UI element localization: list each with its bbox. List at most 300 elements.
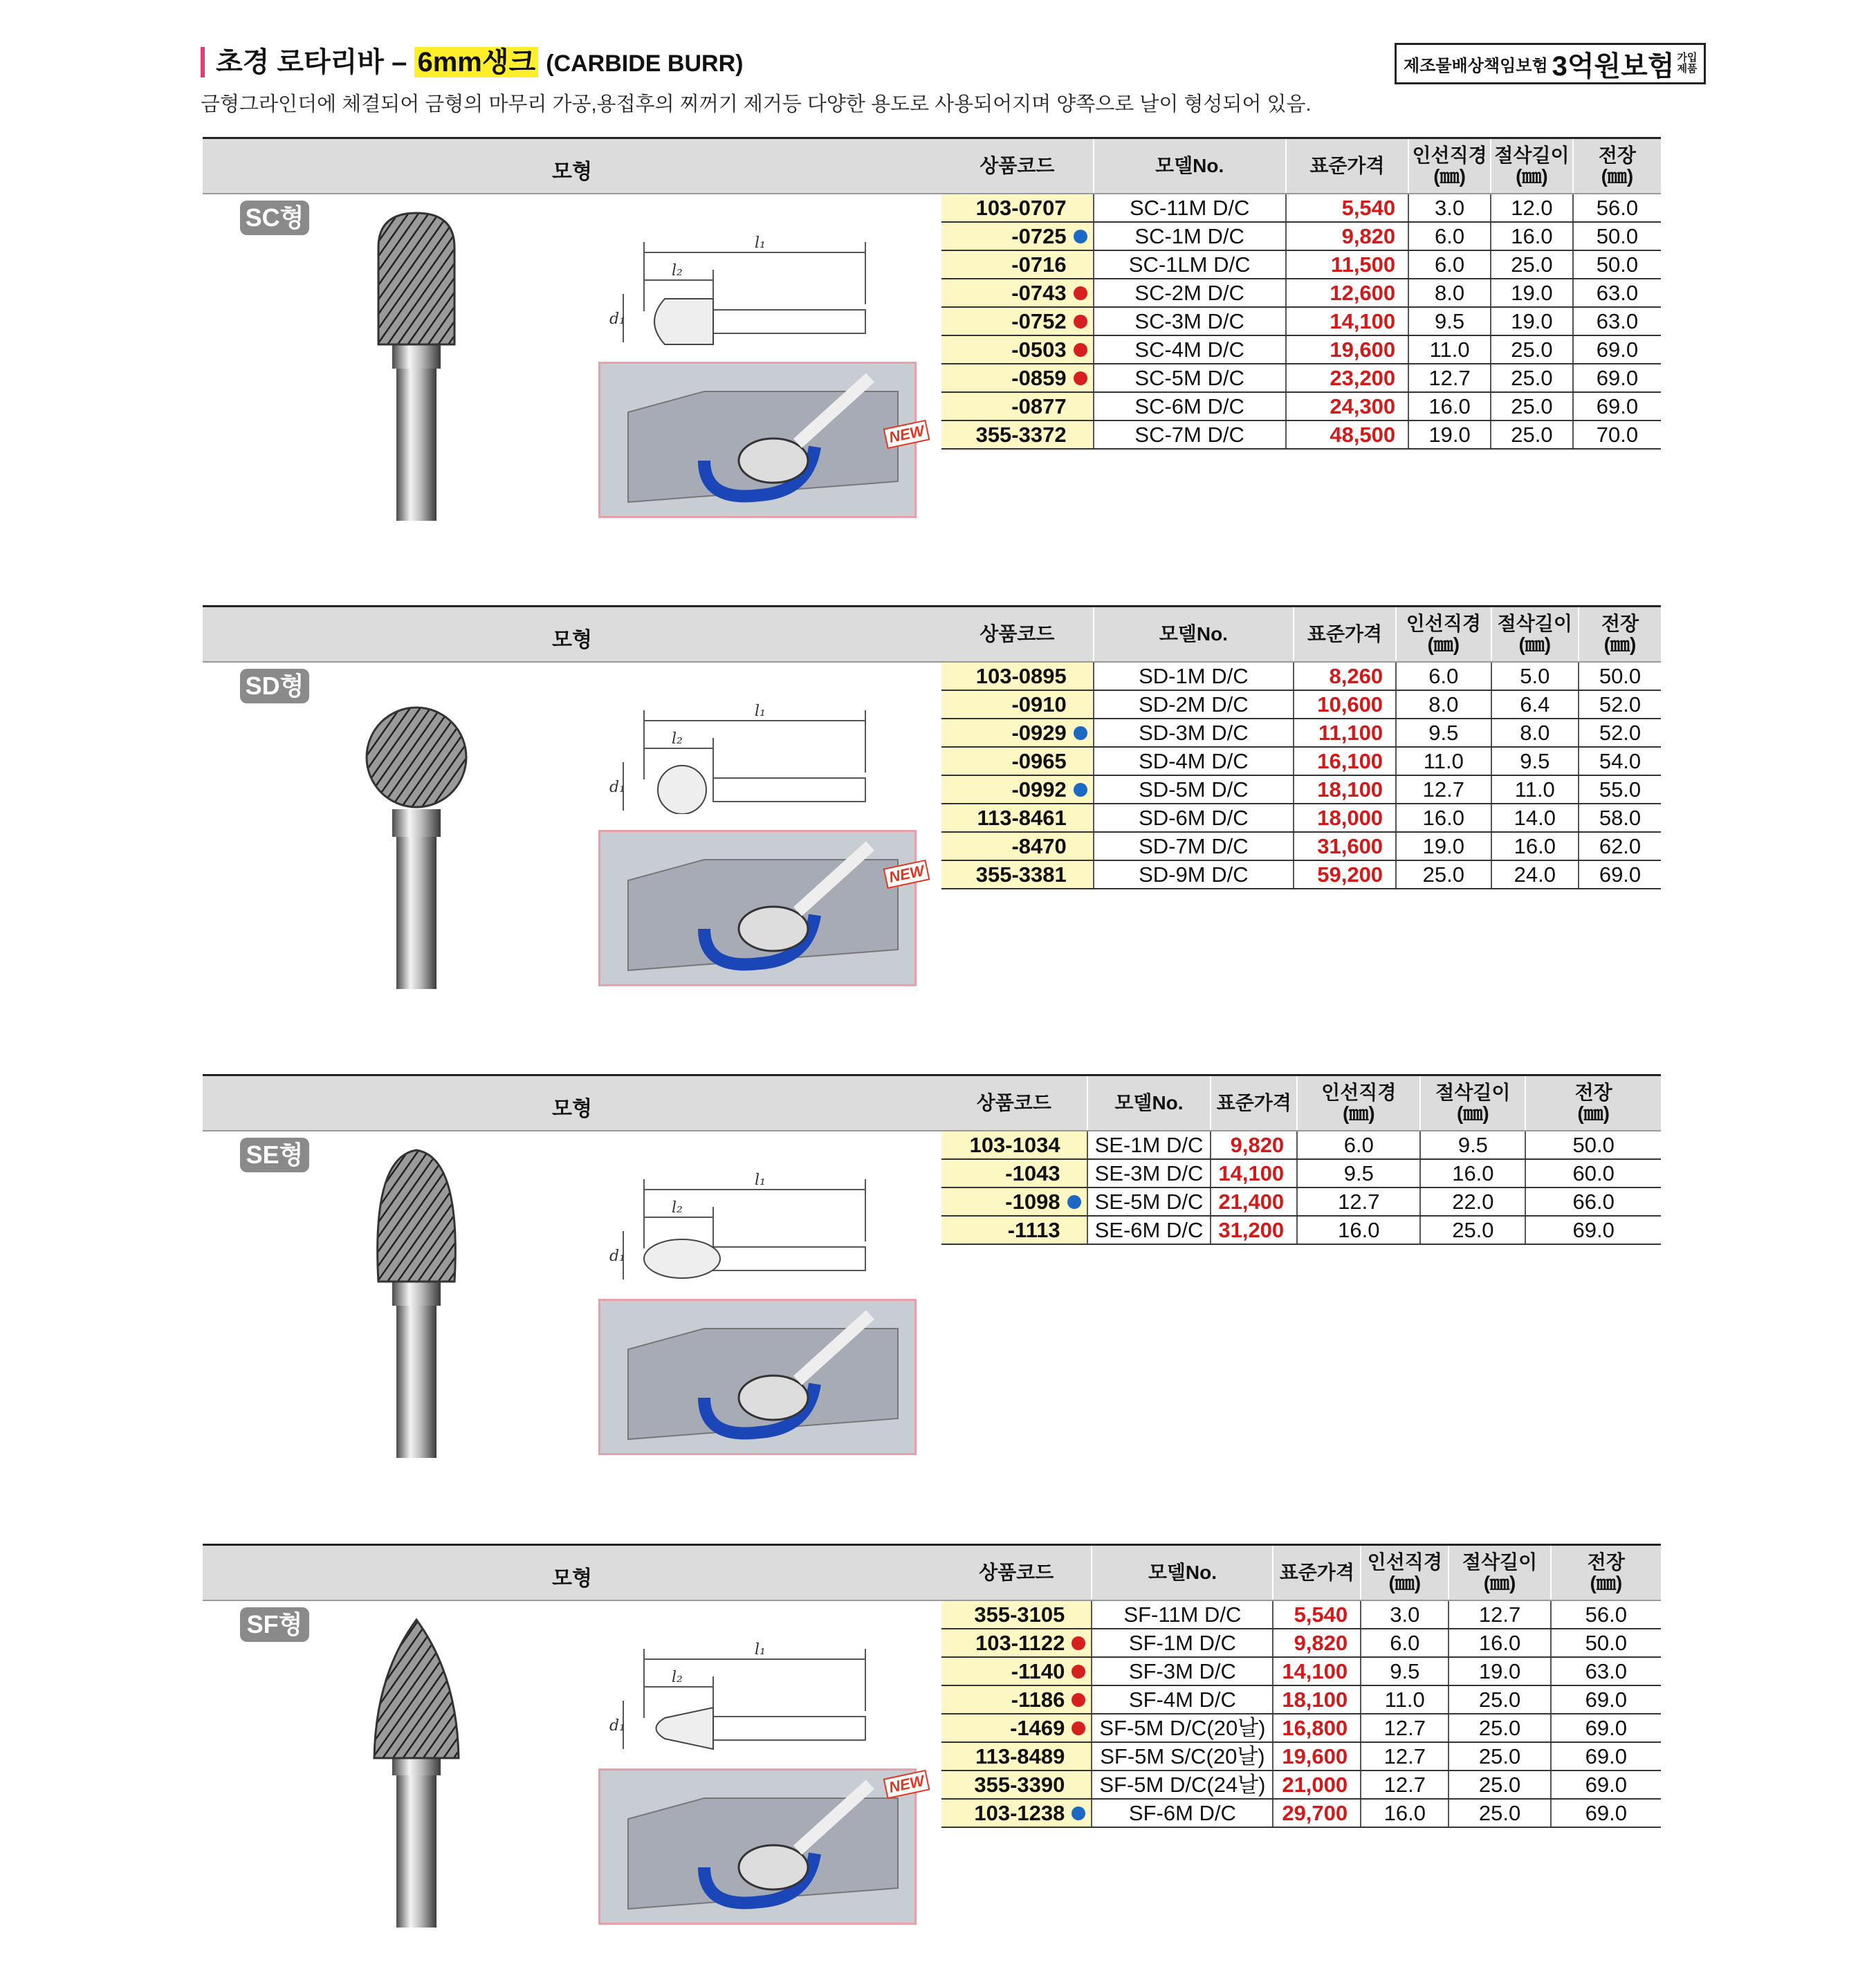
cutting-diameter [1396, 860, 1491, 889]
cutting-length [1420, 1216, 1525, 1244]
cutting-diameter-text: 19.0 [1428, 422, 1471, 447]
title-accent-bar [201, 47, 205, 77]
model-no [1094, 690, 1294, 719]
standard-price [1211, 1159, 1297, 1187]
col-diameter [1361, 1545, 1449, 1601]
cutting-length-text: 14.0 [1514, 805, 1556, 830]
cutting-diameter [1361, 1685, 1449, 1714]
col-cut-length [1449, 1545, 1550, 1601]
cutting-length-text: 16.0 [1452, 1161, 1494, 1185]
model-no-text: SC-7M D/C [1134, 422, 1244, 447]
col-total-length [1573, 138, 1661, 194]
product-row [941, 1714, 1661, 1742]
cutting-length-text: 25.0 [1511, 252, 1553, 277]
cutting-length-text: 9.5 [1457, 1132, 1488, 1157]
total-length [1579, 804, 1661, 832]
standard-price-text: 19,600 [1330, 337, 1396, 362]
l2-label: l₂ [672, 262, 683, 279]
cutting-diameter [1396, 832, 1491, 860]
product-row [941, 775, 1661, 804]
standard-price-text: 31,200 [1218, 1217, 1285, 1242]
col-cut-length-label: 절삭길이 [1435, 1082, 1511, 1103]
standard-price [1294, 832, 1396, 860]
cutting-length-text: 12.7 [1478, 1602, 1521, 1627]
product-row [941, 1771, 1661, 1799]
standard-price-text: 21,000 [1282, 1772, 1348, 1797]
col-total-length-unit: (㎜) [1577, 1102, 1610, 1124]
new-badge: NEW [883, 1770, 930, 1800]
shape-header [203, 1544, 941, 1601]
d1-label: d₁ [609, 311, 625, 328]
model-no [1094, 307, 1286, 335]
cutting-length [1491, 194, 1573, 222]
cutting-length-text: 25.0 [1511, 394, 1553, 418]
cutting-diameter [1408, 420, 1491, 449]
col-cut-length [1420, 1075, 1525, 1131]
product-code-text: -1469 [1010, 1715, 1065, 1740]
title-highlight: 6mm생크 [414, 47, 538, 77]
product-code [941, 662, 1094, 690]
usage-illustration [598, 1768, 917, 1925]
standard-price-text: 8,260 [1329, 663, 1383, 688]
cutting-diameter [1361, 1600, 1449, 1629]
total-length [1579, 832, 1661, 860]
cutting-diameter-text: 12.7 [1428, 365, 1471, 390]
col-diameter-label: 인선직경 [1321, 1082, 1397, 1103]
product-code [941, 1742, 1092, 1771]
col-total-length-label: 전장 [1587, 1551, 1625, 1573]
total-length [1525, 1131, 1661, 1159]
product-code-text: -1140 [1011, 1658, 1065, 1683]
cutting-length [1420, 1159, 1525, 1187]
model-no-text: SF-11M D/C [1123, 1602, 1242, 1627]
col-total-length-label: 전장 [1601, 613, 1639, 634]
page-title [216, 43, 743, 83]
total-length-text: 52.0 [1599, 692, 1642, 717]
standard-price-text: 14,100 [1218, 1161, 1285, 1185]
model-no-text: SD-6M D/C [1139, 805, 1249, 830]
product-row [941, 1131, 1661, 1159]
burr-in-use [739, 1845, 808, 1889]
spec-table [941, 1074, 1661, 1245]
standard-price [1273, 1714, 1361, 1742]
diagram-shank [713, 1247, 865, 1270]
cutting-length [1449, 1600, 1550, 1629]
model-no [1092, 1657, 1273, 1685]
total-length [1525, 1216, 1661, 1244]
model-no [1092, 1771, 1273, 1799]
total-length [1579, 860, 1661, 889]
total-length-text: 69.0 [1585, 1800, 1627, 1825]
cutting-diameter-text: 6.0 [1343, 1132, 1374, 1157]
standard-price-text: 5,540 [1341, 195, 1396, 220]
col-diameter-label: 인선직경 [1412, 145, 1487, 166]
total-length [1551, 1657, 1661, 1685]
red-dot-icon [1072, 1721, 1085, 1735]
cutting-diameter [1408, 250, 1491, 279]
product-code-text: -1113 [1007, 1217, 1060, 1242]
product-code-text: -0752 [1011, 308, 1067, 333]
cutting-diameter-text: 6.0 [1390, 1630, 1420, 1655]
cutting-length [1491, 279, 1573, 307]
standard-price-text: 11,100 [1318, 720, 1383, 745]
total-length [1573, 392, 1661, 420]
cutting-length [1491, 719, 1579, 747]
total-length-text: 50.0 [1572, 1132, 1615, 1157]
cutting-diameter-text: 12.7 [1338, 1189, 1380, 1214]
cutting-length [1491, 775, 1579, 804]
total-length [1551, 1742, 1661, 1771]
burr-tool-image [362, 1613, 472, 1931]
total-length [1573, 364, 1661, 392]
product-code [941, 222, 1094, 250]
model-no [1092, 1685, 1273, 1714]
col-diameter-label: 인선직경 [1406, 613, 1481, 634]
model-no-text: SC-1LM D/C [1128, 252, 1251, 277]
model-no-text: SE-6M D/C [1094, 1217, 1204, 1242]
col-total-length [1579, 607, 1661, 663]
model-no-text: SC-3M D/C [1134, 308, 1244, 333]
total-length [1573, 250, 1661, 279]
col-model: 모델No. [1094, 607, 1294, 663]
product-code-text: -0725 [1011, 223, 1067, 248]
standard-price-text: 9,820 [1230, 1132, 1285, 1157]
standard-price-text: 16,100 [1317, 748, 1383, 773]
product-code-text: 103-1034 [969, 1132, 1060, 1157]
total-length-text: 70.0 [1596, 422, 1639, 447]
model-no [1094, 420, 1286, 449]
dimension-diagram [609, 696, 886, 814]
product-code-text: -0503 [1011, 337, 1067, 362]
cutting-length [1449, 1685, 1550, 1714]
col-code: 상품코드 [941, 138, 1094, 194]
model-no [1094, 662, 1294, 690]
l1-label: l₁ [755, 703, 766, 720]
model-no-text: SF-3M D/C [1128, 1658, 1236, 1683]
standard-price-text: 14,100 [1330, 308, 1396, 333]
total-length [1573, 335, 1661, 364]
insurance-big: 3억원보험 [1552, 50, 1675, 82]
model-no-text: SC-4M D/C [1134, 337, 1244, 362]
product-row [941, 860, 1661, 889]
total-length-text: 50.0 [1585, 1630, 1627, 1655]
model-no-text: SD-4M D/C [1139, 748, 1249, 773]
model-no-text: SD-3M D/C [1139, 720, 1249, 745]
col-cut-length-unit: (㎜) [1457, 1102, 1489, 1124]
product-code-text: -0910 [1011, 692, 1067, 717]
total-length-text: 56.0 [1596, 195, 1639, 220]
title-main: 초경 로타리바 [216, 47, 384, 77]
product-code-text: -0929 [1011, 720, 1067, 745]
standard-price [1294, 719, 1396, 747]
l1-label: l₁ [755, 234, 766, 252]
diagram-head [656, 1708, 714, 1749]
col-total-length-unit: (㎜) [1603, 634, 1637, 655]
cutting-length [1449, 1657, 1550, 1685]
blue-dot-icon [1074, 726, 1087, 740]
col-cut-length [1491, 138, 1573, 194]
model-no-text: SF-1M D/C [1128, 1630, 1236, 1655]
product-code-text: -0992 [1011, 777, 1067, 802]
standard-price-text: 16,800 [1282, 1715, 1348, 1740]
d1-label: d₁ [609, 1248, 625, 1265]
product-code-text: 355-3372 [975, 422, 1067, 447]
product-code [941, 1629, 1092, 1657]
col-price: 표준가격 [1273, 1545, 1361, 1601]
model-no-text: SD-1M D/C [1139, 663, 1249, 688]
standard-price [1286, 279, 1408, 307]
cutting-diameter-text: 12.7 [1383, 1772, 1426, 1797]
spec-header-row [941, 1545, 1661, 1601]
diagram-shank [713, 1717, 865, 1740]
burr-in-use [739, 1376, 808, 1420]
product-row [941, 1657, 1661, 1685]
product-code-text: -0859 [1011, 365, 1067, 390]
product-row [941, 1629, 1661, 1657]
type-badge: SF형 [240, 1607, 309, 1642]
model-no [1094, 194, 1286, 222]
product-code [941, 1685, 1092, 1714]
shape-header [203, 1074, 941, 1131]
cutting-length [1449, 1629, 1550, 1657]
total-length [1573, 194, 1661, 222]
col-price: 표준가격 [1294, 607, 1396, 663]
product-code [941, 690, 1094, 719]
spec-table [887, 1544, 1661, 1828]
new-badge: NEW [883, 420, 930, 450]
cutting-diameter [1361, 1771, 1449, 1799]
model-no [1092, 1600, 1273, 1629]
insurance-tag [1677, 53, 1697, 75]
cutting-diameter [1297, 1159, 1420, 1187]
product-row [941, 1685, 1661, 1714]
col-cut-length [1491, 607, 1579, 663]
model-no [1094, 860, 1294, 889]
shape-header [203, 605, 941, 663]
model-no-text: SD-9M D/C [1139, 862, 1249, 887]
product-code [941, 1600, 1092, 1629]
total-length-text: 60.0 [1572, 1161, 1615, 1185]
col-diameter [1396, 607, 1491, 663]
standard-price-text: 9,820 [1294, 1630, 1348, 1655]
product-code-text: 103-0895 [975, 663, 1067, 688]
model-no [1094, 364, 1286, 392]
product-code-text: -1098 [1005, 1189, 1060, 1214]
cutting-diameter-text: 6.0 [1428, 663, 1459, 688]
product-code-text: -1043 [1005, 1161, 1060, 1185]
burr-head [378, 1150, 456, 1282]
standard-price [1286, 420, 1408, 449]
col-code: 상품코드 [941, 1545, 1092, 1601]
model-no-text: SE-5M D/C [1094, 1189, 1204, 1214]
dimension-diagram [609, 1635, 886, 1753]
cutting-length [1491, 690, 1579, 719]
total-length-text: 54.0 [1599, 748, 1642, 773]
standard-price-text: 24,300 [1330, 394, 1396, 418]
standard-price-text: 9,820 [1341, 223, 1396, 248]
model-no-text: SF-5M S/C(20날) [1100, 1744, 1265, 1768]
product-code [941, 747, 1094, 775]
cutting-diameter-text: 16.0 [1422, 805, 1464, 830]
col-price: 표준가격 [1286, 138, 1408, 194]
product-code-text: -0877 [1011, 394, 1067, 418]
insurance-small: 제조물배상책임보험 [1404, 56, 1548, 75]
col-diameter-label: 인선직경 [1367, 1551, 1442, 1573]
product-code [941, 1714, 1092, 1742]
cutting-diameter-text: 8.0 [1428, 692, 1459, 717]
standard-price [1294, 775, 1396, 804]
cutting-diameter-text: 12.7 [1422, 777, 1464, 802]
standard-price-text: 11,500 [1331, 252, 1396, 277]
d1-label: d₁ [609, 779, 625, 796]
total-length [1573, 222, 1661, 250]
cutting-length [1491, 662, 1579, 690]
product-row [941, 307, 1661, 335]
col-total-length [1551, 1545, 1661, 1601]
cutting-diameter [1361, 1799, 1449, 1827]
standard-price-text: 21,400 [1218, 1189, 1285, 1214]
product-code [941, 1159, 1087, 1187]
cutting-diameter [1361, 1714, 1449, 1742]
l2-label: l₂ [672, 1199, 683, 1217]
standard-price-text: 31,600 [1317, 833, 1383, 858]
cutting-length-text: 25.0 [1478, 1715, 1521, 1740]
cutting-length-text: 24.0 [1514, 862, 1556, 887]
cutting-length-text: 8.0 [1520, 720, 1550, 745]
standard-price [1294, 662, 1396, 690]
total-length-text: 69.0 [1596, 337, 1639, 362]
standard-price [1273, 1771, 1361, 1799]
standard-price [1286, 364, 1408, 392]
red-dot-icon [1074, 371, 1087, 385]
total-length [1551, 1685, 1661, 1714]
title-dash: – [392, 47, 407, 77]
product-code [941, 719, 1094, 747]
product-code [941, 832, 1094, 860]
product-code [941, 804, 1094, 832]
neck [392, 809, 441, 837]
total-length [1579, 662, 1661, 690]
cutting-diameter-text: 19.0 [1422, 833, 1464, 858]
cutting-diameter [1408, 335, 1491, 364]
standard-price-text: 48,500 [1330, 422, 1396, 447]
product-row [941, 364, 1661, 392]
insurance-tag-1: 가입 [1677, 52, 1698, 64]
model-no [1094, 832, 1294, 860]
model-no [1094, 804, 1294, 832]
product-row [941, 690, 1661, 719]
standard-price-text: 5,540 [1294, 1602, 1348, 1627]
spec-header-row [941, 607, 1661, 663]
cutting-length-text: 25.0 [1478, 1772, 1521, 1797]
burr-head [374, 1620, 459, 1758]
model-no-text: SF-5M D/C(24날) [1099, 1772, 1266, 1797]
model-no [1087, 1159, 1211, 1187]
model-no-text: SD-5M D/C [1139, 777, 1249, 802]
product-code [941, 364, 1094, 392]
cutting-diameter [1396, 775, 1491, 804]
burr-head [378, 213, 454, 344]
shape-header-label: 모형 [552, 1567, 592, 1590]
cutting-diameter-text: 25.0 [1422, 862, 1464, 887]
product-code-text: 103-1122 [975, 1630, 1065, 1655]
total-length [1573, 420, 1661, 449]
product-row [941, 222, 1661, 250]
cutting-length [1491, 222, 1573, 250]
blue-dot-icon [1074, 783, 1087, 797]
shape-header-label: 모형 [552, 1098, 592, 1120]
total-length [1551, 1799, 1661, 1827]
diagram-head [654, 299, 713, 344]
standard-price-text: 19,600 [1282, 1744, 1348, 1768]
dimension-diagram [609, 1165, 886, 1283]
col-diameter-unit: (㎜) [1342, 1102, 1375, 1124]
col-model: 모델No. [1092, 1545, 1273, 1601]
cutting-diameter-text: 16.0 [1428, 394, 1471, 418]
diagram-shank [713, 778, 865, 802]
col-cut-length-unit: (㎜) [1518, 634, 1552, 655]
red-dot-icon [1074, 315, 1087, 329]
standard-price-text: 14,100 [1282, 1658, 1348, 1683]
cutting-diameter [1361, 1742, 1449, 1771]
col-cut-length-label: 절삭길이 [1494, 145, 1570, 166]
total-length [1551, 1771, 1661, 1799]
product-row [941, 335, 1661, 364]
title-sub: (CARBIDE BURR) [546, 50, 744, 77]
product-code [941, 194, 1094, 222]
product-code [941, 1657, 1092, 1685]
total-length-text: 56.0 [1585, 1602, 1627, 1627]
model-no-text: SC-11M D/C [1129, 195, 1250, 220]
col-total-length-unit: (㎜) [1590, 1572, 1623, 1593]
total-length-text: 62.0 [1599, 833, 1642, 858]
col-total-length-unit: (㎜) [1601, 165, 1634, 187]
cutting-length-text: 16.0 [1511, 223, 1553, 248]
cutting-diameter [1408, 222, 1491, 250]
cutting-length-text: 16.0 [1514, 833, 1556, 858]
col-diameter [1408, 138, 1491, 194]
model-no-text: SC-6M D/C [1134, 394, 1244, 418]
blue-dot-icon [1067, 1195, 1081, 1209]
total-length-text: 58.0 [1599, 805, 1642, 830]
standard-price [1286, 335, 1408, 364]
cutting-length [1449, 1799, 1550, 1827]
cutting-length [1491, 832, 1579, 860]
cutting-diameter-text: 9.5 [1390, 1658, 1420, 1683]
col-total-length-label: 전장 [1598, 145, 1636, 166]
spec-table [887, 605, 1661, 889]
model-no-text: SE-1M D/C [1094, 1132, 1204, 1157]
spec-header-row [941, 138, 1661, 194]
standard-price-text: 59,200 [1317, 862, 1383, 887]
product-row [941, 1159, 1661, 1187]
cutting-diameter-text: 3.0 [1435, 195, 1465, 220]
product-code [941, 307, 1094, 335]
usage-illustration [598, 1299, 917, 1455]
col-cut-length-label: 절삭길이 [1462, 1551, 1538, 1573]
cutting-length-text: 25.0 [1478, 1800, 1521, 1825]
product-code [887, 860, 1094, 889]
product-code-text: -1186 [1011, 1687, 1065, 1712]
cutting-diameter [1361, 1657, 1449, 1685]
standard-price [1286, 194, 1408, 222]
model-no [1092, 1629, 1273, 1657]
product-row [941, 392, 1661, 420]
standard-price [1286, 222, 1408, 250]
col-diameter-unit: (㎜) [1433, 165, 1466, 187]
cutting-length [1449, 1714, 1550, 1742]
model-no [1094, 747, 1294, 775]
